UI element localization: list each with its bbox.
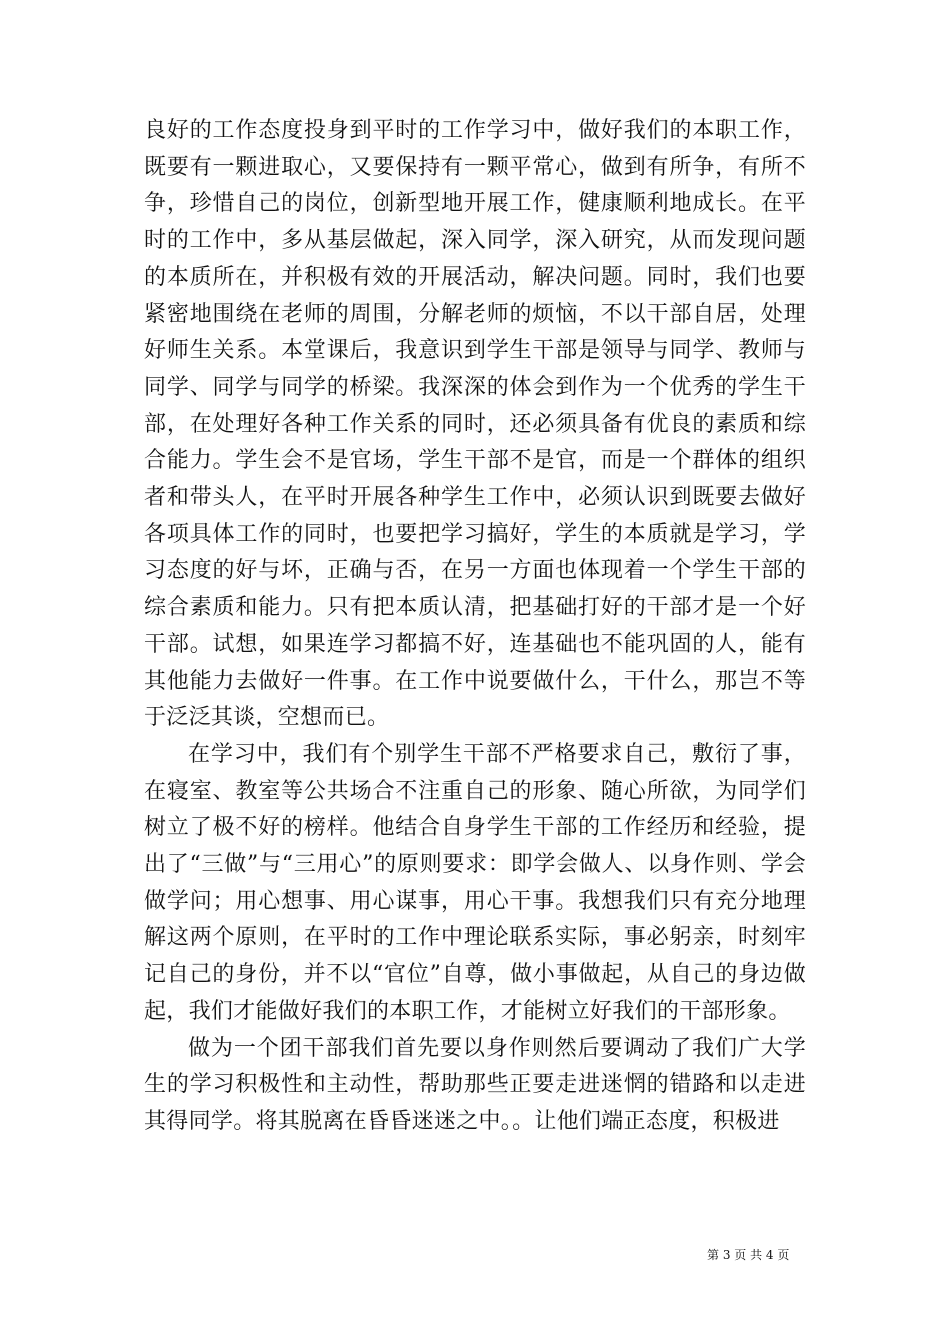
paragraph-3: 做为一个团干部我们首先要以身作则然后要调动了我们广大学生的学习积极性和主动性，帮助那些正要走进迷惘的错路和以走进其得同学。将其脱离在昏昏迷迷之中。。让他们端正态度，积极进 bbox=[144, 1035, 806, 1134]
paragraph-1: 良好的工作态度投身到平时的工作学习中，做好我们的本职工作，既要有一颗进取心，又要保持有一颗平常心，做到有所争，有所不争，珍惜自己的岗位，创新型地开展工作，健康顺利地成长。在平时的工作中，多从基层做起，深入同学，深入研究，从而发现问题的本质所在，并积极有效的开展活动，解决问题。同时，我们也要紧密地围绕在老师的周围，分解老师的烦恼，不以干部自居，处理好师生关系。本堂课后，我意识到学生干部是领导与同学、教师与同学、同学与同学的桥梁。我深深的体会到作为一个优秀的学生干部，在处理好各种工作关系的同时，还必须具备有优良的素质和综合能力。学生会不是官场，学生干部不是官，而是一个群体的组织者和带头人，在平时开展各种学生工作中，必须认识到既要去做好各项具体工作的同时，也要把学习搞好，学生的本质就是学习，学习态度的好与坏，正确与否，在另一方面也体现着一个学生干部的综合素质和能力。只有把本质认清，把基础打好的干部才是一个好干部。试想，如果连学习都搞不好，连基础也不能巩固的人，能有其他能力去做好一件事。在工作中说要做什么，干什么，那岂不等于泛泛其谈，空想而已。 bbox=[144, 118, 806, 731]
page-number-footer: 第 3 页 共 4 页 bbox=[707, 1248, 790, 1262]
document-body bbox=[144, 113, 806, 1141]
paragraph-2: 在学习中，我们有个别学生干部不严格要求自己，敷衍了事，在寝室、教室等公共场合不注重自己的形象、随心所欲，为同学们树立了极不好的榜样。他结合自身学生干部的工作经历和经验，提出了“三做”与“三用心”的原则要求：即学会做人、以身作则、学会做学问；用心想事、用心谋事，用心干事。我想我们只有充分地理解这两个原则，在平时的工作中理论联系实际，事必躬亲，时刻牢记自己的身份，并不以“官位”自尊，做小事做起，从自己的身边做起，我们才能做好我们的本职工作，才能树立好我们的干部形象。 bbox=[144, 741, 806, 1024]
